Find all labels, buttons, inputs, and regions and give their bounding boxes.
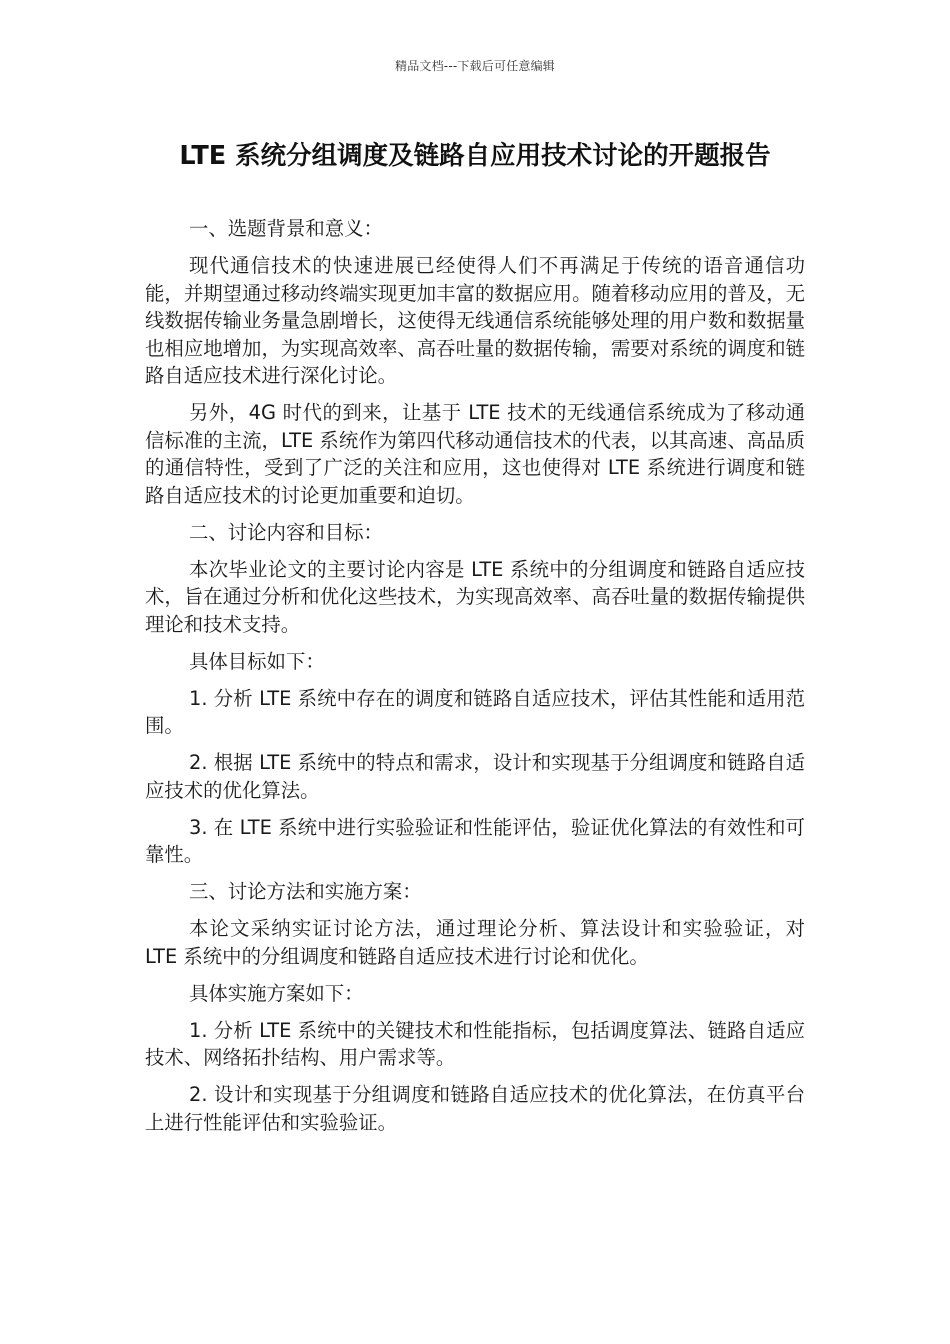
header-note: 精品文档---下载后可任意编辑 bbox=[395, 59, 555, 73]
paragraph: 另外，4G 时代的到来，让基于 LTE 技术的无线通信系统成为了移动通信标准的主流，LTE 系统作为第四代移动通信技术的代表，以其高速、高品质的通信特性，受到了广泛的关注和应用，这也使得对 LTE 系统进行调度和链路自适应技术的讨论更加重要和迫切。 bbox=[145, 401, 805, 507]
section-heading-background: 一、选题背景和意义： bbox=[189, 217, 383, 240]
list-item: 2. 设计和实现基于分组调度和链路自适应技术的优化算法，在仿真平台上进行性能评估和实验验证。 bbox=[145, 1083, 805, 1134]
paragraph: 本次毕业论文的主要讨论内容是 LTE 系统中的分组调度和链路自适应技术，旨在通过分析和优化这些技术，为实现高效率、高吞吐量的数据传输提供理论和技术支持。 bbox=[145, 557, 805, 636]
list-item: 1. 分析 LTE 系统中存在的调度和链路自适应技术，评估其性能和适用范围。 bbox=[145, 686, 805, 737]
section-heading-method: 三、讨论方法和实施方案： bbox=[189, 880, 422, 903]
document-body bbox=[145, 215, 805, 1146]
paragraph: 本论文采纳实证讨论方法，通过理论分析、算法设计和实验验证，对 LTE 系统中的分组调度和链路自适应技术进行讨论和优化。 bbox=[145, 917, 805, 968]
list-item: 1. 分析 LTE 系统中的关键技术和性能指标，包括调度算法、链路自适应技术、网络拓扑结构、用户需求等。 bbox=[145, 1018, 805, 1069]
section-heading-content: 二、讨论内容和目标： bbox=[189, 520, 383, 544]
paragraph: 现代通信技术的快速进展已经使得人们不再满足于传统的语音通信功能，并期望通过移动终端实现更加丰富的数据应用。随着移动应用的普及，无线数据传输业务量急剧增长，这使得无线通信系统能够处理的用户数和数据量也相应地增加，为实现高效率、高吞吐量的数据传输，需要对系统的调度和链路自适应技术进行深化讨论。 bbox=[145, 254, 805, 387]
document-title: LTE 系统分组调度及链路自应用技术讨论的开题报告 bbox=[179, 141, 771, 171]
subheading-plan: 具体实施方案如下： bbox=[189, 981, 364, 1005]
subheading-goals: 具体目标如下： bbox=[189, 649, 325, 673]
list-item: 3. 在 LTE 系统中进行实验验证和性能评估，验证优化算法的有效性和可靠性。 bbox=[145, 815, 805, 866]
list-item: 2. 根据 LTE 系统中的特点和需求，设计和实现基于分组调度和链路自适应技术的优化算法。 bbox=[145, 751, 805, 802]
